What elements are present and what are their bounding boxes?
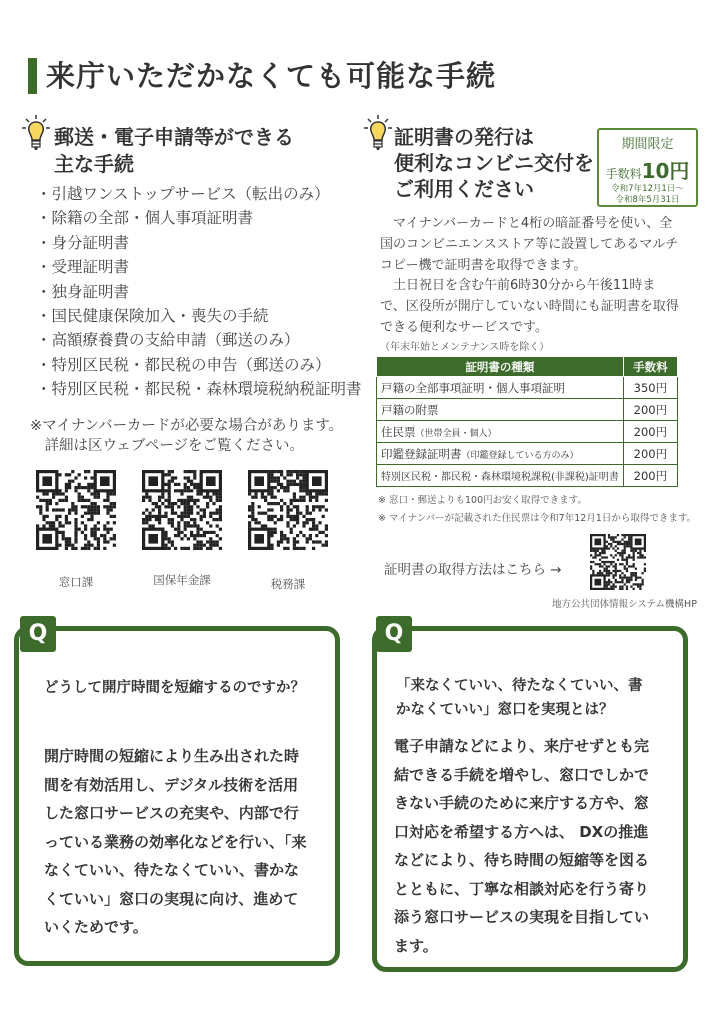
table-row bbox=[377, 421, 678, 443]
cert-name bbox=[377, 377, 624, 399]
procedure-list bbox=[36, 182, 362, 402]
convenience-heading-line3: ご利用ください bbox=[394, 177, 534, 201]
answer-text: 開庁時間の短縮により生み出された時間を有効活用し、デジタル技術を活用した窓口サービスの充実や、内部で行っている業務の効率化などを行い、「来なくていい、待たなくていい、書かなくていい」窓口の実現に向け、進めていくためです。 bbox=[44, 747, 307, 936]
cert-name-text: 住民票 bbox=[381, 424, 416, 439]
cert-name bbox=[377, 443, 624, 465]
certificate-fee-table bbox=[376, 356, 678, 487]
cert-name bbox=[377, 421, 624, 443]
table-row bbox=[377, 465, 678, 487]
question-text: 「来なくていい、待たなくていい、書かなくていい」窓口を実現とは？ bbox=[396, 678, 643, 718]
qr-code-icon[interactable] bbox=[142, 470, 222, 554]
qr-code-icon[interactable] bbox=[590, 534, 646, 594]
procedures-heading bbox=[54, 124, 294, 178]
howto-link[interactable]: 証明書の取得方法はこちら → bbox=[384, 562, 562, 578]
promo-fee-prefix: 手数料 bbox=[605, 167, 642, 181]
promo-period-end: 令和8年5月31日 bbox=[615, 195, 680, 205]
cert-fee: 200円 bbox=[623, 443, 677, 465]
cert-name-text: 印鑑登録証明書 bbox=[381, 446, 462, 461]
table-row bbox=[377, 377, 678, 399]
question-tab: Q bbox=[376, 616, 412, 652]
table-header: 手数料 bbox=[623, 357, 677, 377]
list-item: ・除籍の全部・個人事項証明書 bbox=[36, 209, 254, 228]
procedures-heading-line2: 主な手続 bbox=[54, 152, 134, 176]
cert-name bbox=[377, 465, 624, 487]
list-item: ・特別区民税・都民税の申告（郵送のみ） bbox=[36, 355, 331, 374]
title-accent-bar bbox=[28, 58, 37, 94]
cert-fee: 200円 bbox=[623, 399, 677, 421]
paragraph: 土日祝日を含む午前6時30分から午後11時まで、区役所が開庁していない時間にも証明書を取得できる便利なサービスです。 bbox=[380, 278, 679, 335]
answer-text: 電子申請などにより、来庁せずとも完結できる手続を増やし、窓口でしかできない手続のために来庁する方や、窓口対応を希望する方へは、 DXの推進などにより、待ち時間の短縮等を図るとともに、丁寧な相談対応を行う寄り添う窓口サービスの実現を目指しています。 bbox=[394, 737, 650, 955]
qr-label-kokuho: 国保年金課 bbox=[153, 573, 211, 587]
promo-fee bbox=[599, 155, 696, 184]
table-header-row bbox=[377, 357, 678, 377]
cert-name-sub: （印鑑登録している方のみ） bbox=[461, 450, 579, 461]
cert-name-text: 戸籍の附票 bbox=[381, 402, 439, 417]
convenience-heading-line1: 証明書の発行は bbox=[394, 125, 534, 149]
table-header: 証明書の種類 bbox=[377, 357, 624, 377]
question-text: どうして開庁時間を短縮するのですか？ bbox=[44, 680, 305, 696]
lightbulb-icon bbox=[22, 114, 50, 156]
procedures-heading-line1: 郵送・電子申請等ができる bbox=[54, 125, 294, 149]
cert-fee: 200円 bbox=[623, 465, 677, 487]
list-item: ・独身証明書 bbox=[36, 282, 130, 301]
table-row bbox=[377, 399, 678, 421]
list-item: ・身分証明書 bbox=[36, 233, 130, 252]
list-item: ・高額療養費の支給申請（郵送のみ） bbox=[36, 331, 300, 350]
footnote-mynumber: ※ マイナンバーが記載された住民票は令和7年12月1日から取得できます。 bbox=[378, 513, 697, 524]
qr-code-icon[interactable] bbox=[36, 470, 116, 554]
paragraph-note: （年末年始とメンテナンス時を除く） bbox=[380, 341, 550, 353]
mynumber-note: ※マイナンバーカードが必要な場合があります。 詳細は区ウェブページをご覧ください。 bbox=[30, 418, 344, 454]
cert-fee: 200円 bbox=[623, 421, 677, 443]
list-item: ・特別区民税・都民税・森林環境税納税証明書 bbox=[36, 380, 362, 399]
qr-code-icon[interactable] bbox=[248, 470, 328, 554]
list-item: ・国民健康保険加入・喪失の手続 bbox=[36, 307, 269, 326]
cert-name-text: 戸籍の全部事項証明・個人事項証明 bbox=[381, 380, 565, 395]
page-title: 来庁いただかなくても可能な手続 bbox=[46, 59, 497, 93]
cert-name-text: 特別区民税・都民税・森林環境税課税(非課税)証明書 bbox=[381, 472, 619, 483]
convenience-description bbox=[380, 214, 680, 357]
promo-label: 期間限定 bbox=[621, 137, 674, 152]
promo-fee-value: 10円 bbox=[641, 159, 690, 183]
paragraph: マイナンバーカードと4桁の暗証番号を使い、全国のコンビニエンスストア等に設置してあるマルチコピー機で証明書を取得できます。 bbox=[380, 216, 679, 273]
qr-label-zeimu: 税務課 bbox=[270, 577, 306, 591]
convenience-heading-line2: 便利なコンビニ交付を bbox=[394, 151, 594, 175]
lightbulb-icon bbox=[364, 114, 392, 156]
list-item: ・受理証明書 bbox=[36, 258, 130, 277]
footnote-discount: ※ 窓口・郵送よりも100円お安く取得できます。 bbox=[378, 495, 587, 506]
promo-period-start: 令和7年12月1日～ bbox=[611, 184, 684, 194]
cert-name-sub: （世帯全員・個人） bbox=[415, 428, 497, 439]
question-tab: Q bbox=[20, 616, 56, 652]
table-row bbox=[377, 443, 678, 465]
cert-fee: 350円 bbox=[623, 377, 677, 399]
jlis-caption: 地方公共団体情報システム機構HP bbox=[552, 599, 697, 610]
convenience-store-heading bbox=[394, 124, 594, 202]
limited-time-promo-badge bbox=[597, 128, 698, 207]
qr-label-madoguchi: 窓口課 bbox=[58, 575, 94, 589]
list-item: ・引越ワンストップサービス（転出のみ） bbox=[36, 185, 330, 203]
cert-name bbox=[377, 399, 624, 421]
